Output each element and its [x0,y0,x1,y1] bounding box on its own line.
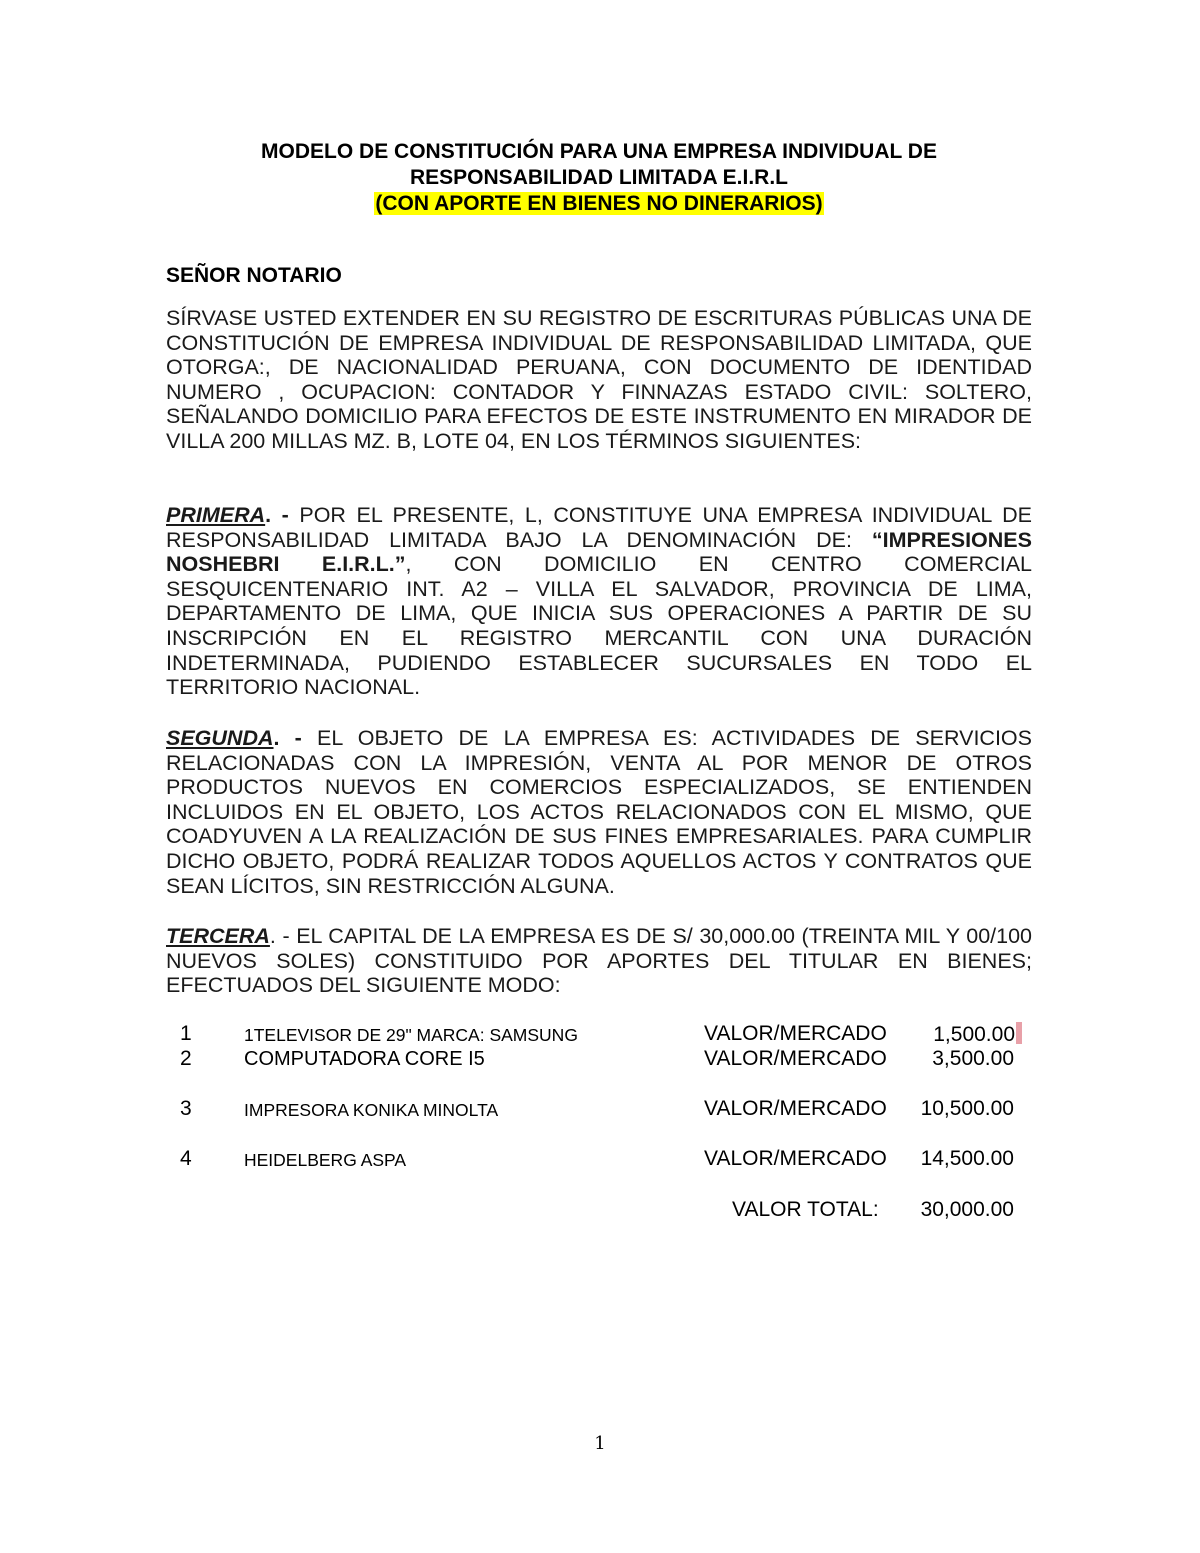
text-cursor-mark [1016,1022,1022,1044]
clause-segunda-label: SEGUNDA [166,726,274,750]
asset-market-label: VALOR/MERCADO [704,1022,887,1045]
asset-value-text: 1,500.00 [933,1023,1015,1046]
asset-row [166,1147,1032,1173]
asset-market-label: VALOR/MERCADO [704,1097,887,1120]
clause-tercera [166,924,1032,998]
clause-segunda-text: EL OBJETO DE LA EMPRESA ES: ACTIVIDADES DE SERVICIOS RELACIONADAS CON LA IMPRESIÓN, VENTA AL POR MENOR DE OTROS PRODUCTOS NUEVOS EN COMERCIOS ESPECIALIZADOS, SE ENTIENDEN INCLUIDOS EN EL OBJETO, LOS ACTOS RELACIONADOS CON EL MISMO, QUE COADYUVEN A LA REALIZACIÓN DE SUS FINES EMPRESARIALES. PARA CUMPLIR DICHO OBJETO, PODRÁ REALIZAR TODOS AQUELLOS ACTOS Y CONTRATOS QUE SEAN LÍCITOS, SIN RESTRICCIÓN ALGUNA. [166,726,1032,898]
document-title [166,139,1032,217]
asset-row [166,1097,1032,1123]
subtitle [166,191,1032,217]
company-name: “IMPRESIONES NOSHEBRI E.I.R.L.” [166,527,1032,577]
asset-description: HEIDELBERG ASPA [244,1150,407,1170]
asset-description: COMPUTADORA CORE I5 [244,1048,485,1070]
clause-primera-text-a: POR EL PRESENTE, L, CONSTITUYE UNA EMPRESA INDIVIDUAL DE RESPONSABILIDAD LIMITADA BAJO LA DENOMINACIÓN DE: [166,503,1032,552]
asset-value [933,1022,1022,1047]
clause-tercera-sep: . - [269,924,297,948]
asset-number: 2 [180,1047,192,1070]
clause-primera-label: PRIMERA [166,503,266,527]
asset-number: 4 [180,1147,192,1170]
asset-number: 3 [180,1097,192,1120]
total-row [166,1198,1032,1224]
clause-segunda-sep: . - [273,726,318,750]
asset-value: 10,500.00 [920,1097,1014,1120]
total-label: VALOR TOTAL: [732,1198,879,1221]
salutation: SEÑOR NOTARIO [166,264,342,287]
asset-market-label: VALOR/MERCADO [704,1047,887,1070]
asset-row [166,1022,1032,1048]
asset-value: 14,500.00 [920,1147,1014,1170]
total-value: 30,000.00 [920,1198,1014,1221]
clause-primera-sep: . - [265,503,300,527]
subtitle-highlight: (CON APORTE EN BIENES NO DINERARIOS) [375,192,823,215]
asset-number: 1 [180,1022,192,1045]
clause-tercera-label: TERCERA [166,924,270,948]
asset-description: 1TELEVISOR DE 29" MARCA: SAMSUNG [244,1025,578,1045]
clause-primera [166,503,1032,700]
asset-description: IMPRESORA KONIKA MINOLTA [244,1100,499,1120]
clause-segunda [166,726,1032,898]
clause-tercera-text: EL CAPITAL DE LA EMPRESA ES DE S/ 30,000.00 (TREINTA MIL Y 00/100 NUEVOS SOLES) CONSTITUIDO POR APORTES DEL TITULAR EN BIENES; EFECTUADOS DEL SIGUIENTE MODO: [166,924,1032,998]
clause-primera-text-b: , CON DOMICILIO EN CENTRO COMERCIAL SESQUICENTENARIO INT. A2 – VILLA EL SALVADOR, PROVINCIA DE LIMA, DEPARTAMENTO DE LIMA, QUE INICIA SUS OPERACIONES A PARTIR DE SU INSCRIPCIÓN EN EL REGISTRO MERCANTIL CON UNA DURACIÓN INDETERMINADA, PUDIENDO ESTABLECER SUCURSALES EN TODO EL TERRITORIO NACIONAL. [166,552,1032,700]
asset-market-label: VALOR/MERCADO [704,1147,887,1170]
asset-row [166,1047,1032,1073]
title-line-1: MODELO DE CONSTITUCIÓN PARA UNA EMPRESA INDIVIDUAL DE [261,140,937,163]
page-number: 1 [594,1433,606,1454]
intro-paragraph: SÍRVASE USTED EXTENDER EN SU REGISTRO DE ESCRITURAS PÚBLICAS UNA DE CONSTITUCIÓN DE EMPRESA INDIVIDUAL DE RESPONSABILIDAD LIMITADA, QUE OTORGA:, DE NACIONALIDAD PERUANA, CON DOCUMENTO DE IDENTIDAD NUMERO , OCUPACION: CONTADOR Y FINNAZAS ESTADO CIVIL: SOLTERO, SEÑALANDO DOMICILIO PARA EFECTOS DE ESTE INSTRUMENTO EN MIRADOR DE VILLA 200 MILLAS MZ. B, LOTE 04, EN LOS TÉRMINOS SIGUIENTES: [166,306,1032,453]
asset-value: 3,500.00 [932,1047,1014,1070]
title-line-2: RESPONSABILIDAD LIMITADA E.I.R.L [410,166,788,189]
